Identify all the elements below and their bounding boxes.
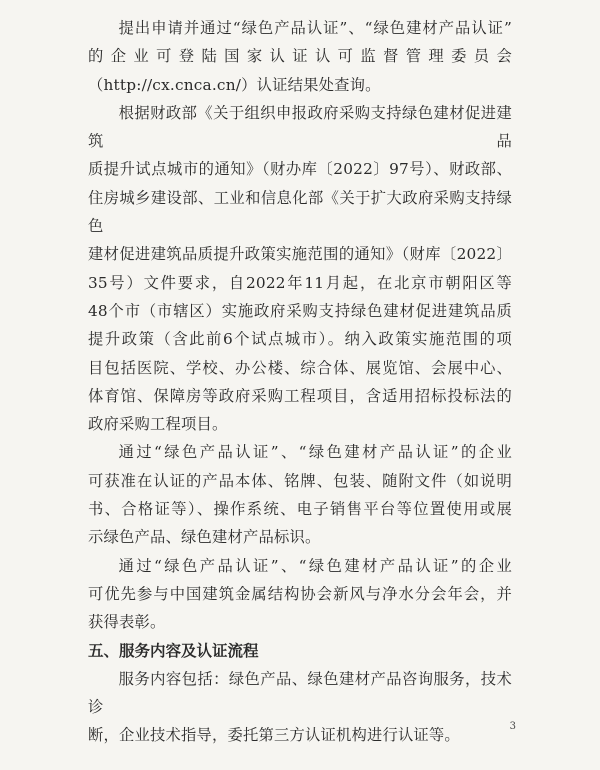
- section-heading: 五、服务内容及认证流程: [88, 641, 259, 660]
- page-number: 3: [509, 721, 516, 732]
- text-line: 通过“绿色产品认证”、“绿色建材产品认证”的企业: [118, 556, 512, 575]
- text-line: 可优先参与中国建筑金属结构协会新风与净水分会年会，并: [88, 584, 512, 603]
- paragraph-service-content: [88, 665, 512, 750]
- text-line: 体育馆、保障房等政府采购工程项目，含适用招标投标法的: [88, 386, 512, 405]
- text-line: 质提升试点城市的通知》（财办库〔2022〕97号）、财政部、: [88, 160, 512, 179]
- text-line: 目包括医院、学校、办公楼、综合体、展览馆、会展中心、: [88, 358, 512, 377]
- text-line: 48个市（市辖区）实施政府采购支持绿色建材促进建筑品质: [88, 301, 512, 320]
- text-line: 政府采购工程项目。: [88, 415, 228, 434]
- text-line: 通过“绿色产品认证”、“绿色建材产品认证”的企业: [118, 443, 512, 462]
- text-line: 住房城乡建设部、工业和信息化部《关于扩大政府采购支持绿色: [88, 188, 512, 236]
- text-line: 断，企业技术指导，委托第三方认证机构进行认证等。: [88, 726, 460, 745]
- text-line: 35号）文件要求，自2022年11月起，在北京市朝阳区等: [88, 273, 512, 292]
- text-line: 提升政策（含此前6个试点城市）。纳入政策实施范围的项: [88, 330, 512, 349]
- text-line: 书、合格证等）、操作系统、电子销售平台等位置使用或展: [88, 500, 512, 519]
- paragraph-certification-query: [88, 14, 512, 99]
- paragraph-annual-meeting: [88, 552, 512, 637]
- text-line: 建材促进建筑品质提升政策实施范围的通知》（财库〔2022〕: [88, 245, 512, 264]
- text-line: 根据财政部《关于组织申报政府采购支持绿色建材促进建筑品: [88, 103, 512, 151]
- text-line: （http://cx.cnca.cn/）认证结果处查询。: [88, 75, 381, 94]
- paragraph-policy-basis: [88, 99, 512, 439]
- text-line: 可获准在认证的产品本体、铭牌、包装、随附文件（如说明: [88, 471, 512, 490]
- text-line: 的企业可登陆国家认证认可监督管理委员会: [88, 47, 512, 66]
- text-line: 提出申请并通过“绿色产品认证”、“绿色建材产品认证”: [118, 19, 512, 37]
- text-line: 服务内容包括：绿色产品、绿色建材产品咨询服务，技术诊: [88, 669, 512, 717]
- text-line: 示绿色产品、绿色建材产品标识。: [88, 528, 321, 547]
- paragraph-label-usage: [88, 438, 512, 551]
- text-line: 获得表彰。: [88, 613, 166, 632]
